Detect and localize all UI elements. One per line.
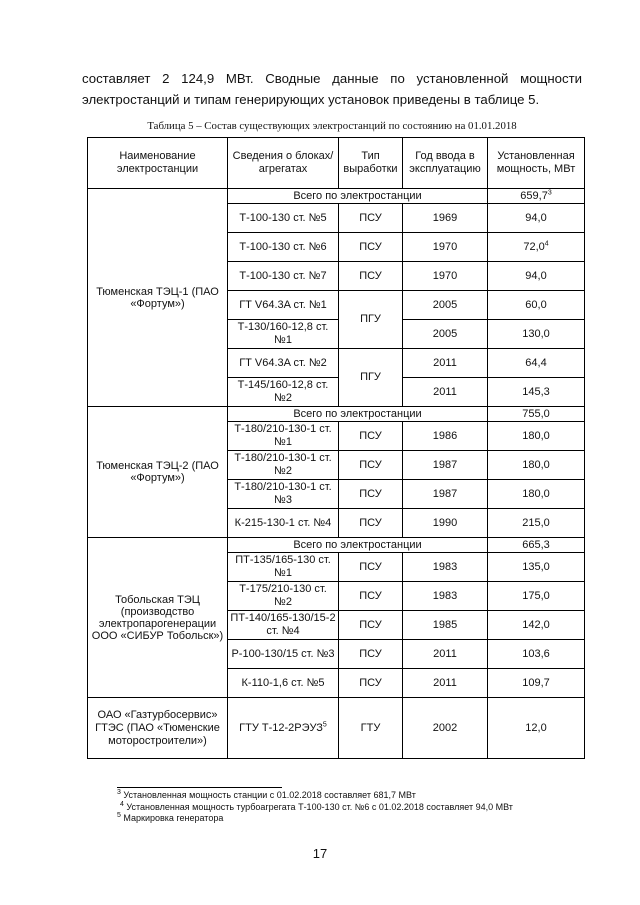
power-cell: 94,0: [488, 204, 585, 233]
station-total: 659,7$^3$: [488, 189, 585, 204]
unit-cell: ПТ-135/165-130 ст. №1: [228, 553, 339, 582]
station-total: 665,3: [488, 538, 585, 553]
table-row: [88, 189, 585, 204]
power-cell: 12,0: [488, 698, 585, 759]
station-name: ОАО «Газтурбосервис» ГТЭС (ПАО «Тюменские моторостроители»): [88, 698, 228, 759]
station-name: Тюменская ТЭЦ-2 (ПАО «Фортум»): [88, 407, 228, 538]
year-cell: 1983: [403, 582, 488, 611]
station-total: 755,0: [488, 407, 585, 422]
unit-cell: Т-130/160-12,8 ст. №1: [228, 320, 339, 349]
footnote-3: $^3$ Установленная мощность станции с 01.02.2018 составляет 681,7 МВт: [117, 789, 416, 800]
footnote-5: $^5$ Маркировка генератора: [117, 812, 224, 823]
table-row: [88, 407, 585, 422]
unit-cell: ПТ-140/165-130/15-2 ст. №4: [228, 611, 339, 640]
table-header-row: [88, 138, 585, 189]
station-name: Тюменская ТЭЦ-1 (ПАО «Фортум»): [88, 189, 228, 407]
unit-cell: ГТ V64.3A ст. №2: [228, 349, 339, 378]
year-cell: 1970: [403, 262, 488, 291]
type-cell: ПСУ: [339, 422, 403, 451]
year-cell: 2011: [403, 349, 488, 378]
header-name: Наименование электростанции: [88, 138, 228, 189]
total-label: Всего по электростанции: [228, 407, 488, 422]
table-row: [88, 698, 585, 759]
type-cell: ПСУ: [339, 233, 403, 262]
type-cell: ПГУ: [339, 291, 403, 349]
power-cell: 94,0: [488, 262, 585, 291]
year-cell: 1987: [403, 451, 488, 480]
power-cell: 103,6: [488, 640, 585, 669]
total-label: Всего по электростанции: [228, 189, 488, 204]
unit-cell: Т-100-130 ст. №6: [228, 233, 339, 262]
type-cell: ПСУ: [339, 640, 403, 669]
power-cell: 135,0: [488, 553, 585, 582]
power-cell: 64,4: [488, 349, 585, 378]
year-cell: 2005: [403, 291, 488, 320]
unit-cell: Т-175/210-130 ст. №2: [228, 582, 339, 611]
power-cell: 60,0: [488, 291, 585, 320]
year-cell: 2005: [403, 320, 488, 349]
intro-line-2: электростанций и типам генерирующих установок приведены в таблице 5.: [82, 92, 540, 107]
footnotes: [84, 790, 582, 825]
unit-cell: К-110-1,6 ст. №5: [228, 669, 339, 698]
power-cell: 145,3: [488, 378, 585, 407]
unit-cell: Т-100-130 ст. №7: [228, 262, 339, 291]
year-cell: 1969: [403, 204, 488, 233]
header-power: Установленная мощность, МВт: [488, 138, 585, 189]
power-stations-table: [87, 137, 585, 759]
total-label: Всего по электростанции: [228, 538, 488, 553]
year-cell: 1990: [403, 509, 488, 538]
type-cell: ПСУ: [339, 553, 403, 582]
type-cell: ПСУ: [339, 480, 403, 509]
unit-cell: ГТ V64.3A ст. №1: [228, 291, 339, 320]
power-cell: 109,7: [488, 669, 585, 698]
footnote-4: $^4$ Установленная мощность турбоагрегата Т-100-130 ст. №6 с 01.02.2018 составляет 94,0 МВт: [120, 800, 513, 812]
type-cell: ПСУ: [339, 451, 403, 480]
power-cell: 180,0: [488, 451, 585, 480]
header-year: Год ввода в эксплуатацию: [403, 138, 488, 189]
year-cell: 1985: [403, 611, 488, 640]
year-cell: 2011: [403, 640, 488, 669]
intro-paragraph: [82, 68, 582, 110]
year-cell: 2011: [403, 378, 488, 407]
type-cell: ПСУ: [339, 611, 403, 640]
table-row: [88, 538, 585, 553]
year-cell: 1970: [403, 233, 488, 262]
power-cell: 180,0: [488, 422, 585, 451]
type-cell: ПСУ: [339, 582, 403, 611]
unit-cell: Т-180/210-130-1 ст. №2: [228, 451, 339, 480]
station-name: Тобольская ТЭЦ (производство электропарогенерации ООО «СИБУР Тобольск»): [88, 538, 228, 698]
page-number: 17: [312, 846, 328, 861]
power-cell: 180,0: [488, 480, 585, 509]
footnote-separator: [117, 787, 282, 788]
intro-line-1: составляет 2 124,9 МВт. Сводные данные по установленной мощности: [82, 71, 582, 86]
unit-cell: Т-145/160-12,8 ст. №2: [228, 378, 339, 407]
unit-cell: К-215-130-1 ст. №4: [228, 509, 339, 538]
year-cell: 1983: [403, 553, 488, 582]
power-cell: 130,0: [488, 320, 585, 349]
header-units: Сведения о блоках/ агрегатах: [228, 138, 339, 189]
unit-cell: ГТУ Т-12-2РЭУЗ$^5$: [228, 698, 339, 759]
type-cell: ПСУ: [339, 509, 403, 538]
unit-cell: Т-180/210-130-1 ст. №1: [228, 422, 339, 451]
power-cell: 215,0: [488, 509, 585, 538]
power-cell: 142,0: [488, 611, 585, 640]
table-caption: Таблица 5 – Состав существующих электростанций по состоянию на 01.01.2018: [147, 120, 517, 132]
power-cell: 72,0$^4$: [488, 233, 585, 262]
header-type: Тип выработки: [339, 138, 403, 189]
type-cell: ПГУ: [339, 349, 403, 407]
unit-cell: Р-100-130/15 ст. №3: [228, 640, 339, 669]
year-cell: 1987: [403, 480, 488, 509]
type-cell: ПСУ: [339, 204, 403, 233]
year-cell: 1986: [403, 422, 488, 451]
year-cell: 2011: [403, 669, 488, 698]
type-cell: ПСУ: [339, 262, 403, 291]
type-cell: ПСУ: [339, 669, 403, 698]
unit-cell: Т-100-130 ст. №5: [228, 204, 339, 233]
unit-cell: Т-180/210-130-1 ст. №3: [228, 480, 339, 509]
year-cell: 2002: [403, 698, 488, 759]
type-cell: ГТУ: [339, 698, 403, 759]
power-cell: 175,0: [488, 582, 585, 611]
